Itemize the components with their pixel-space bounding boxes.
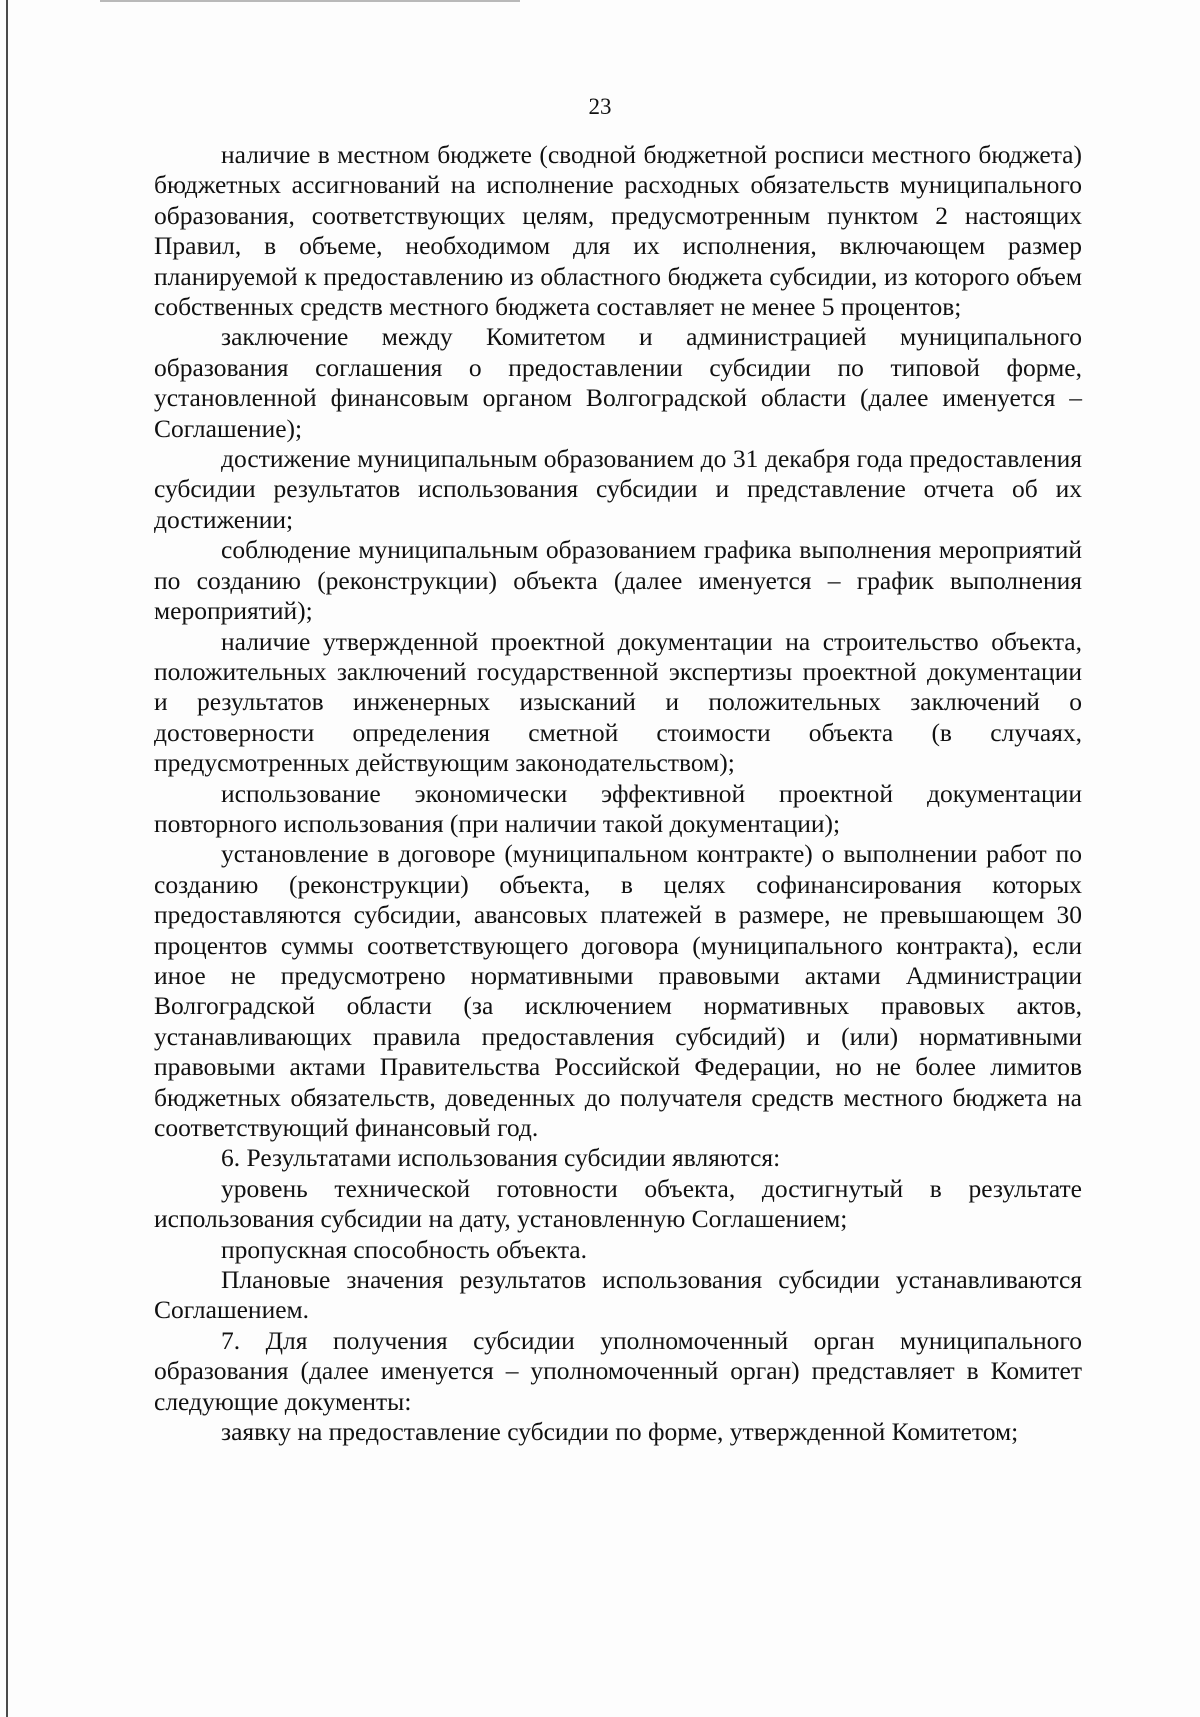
paragraph-section-7: 7. Для получения субсидии уполномоченный орган муниципального образования (далее именуется – уполномоченный орган) представляет в Комитет следующие документы: (154, 1325, 1082, 1416)
paragraph-application: заявку на предоставление субсидии по форме, утвержденной Комитетом; (221, 1417, 1019, 1447)
paragraph-capacity: пропускная способность объекта. (221, 1234, 588, 1264)
page-number: 23 (588, 94, 612, 119)
paragraph-schedule-compliance: соблюдение муниципальным образованием графика выполнения мероприятий по созданию (реконструкции) объекта (далее именуется – график выполнения мероприятий); (154, 535, 1082, 626)
paragraph-results-achievement: достижение муниципальным образованием до 31 декабря года предоставления субсидии результатов использования субсидии и представление отчета об их достижении; (154, 444, 1082, 534)
scan-edge-left (6, 0, 8, 1717)
paragraph-advance-payments: установление в договоре (муниципальном контракте) о выполнении работ по созданию (реконструкции) объекта, в целях софинансирования которых предоставляются субсидии, авансовых платежей в размере, не превышающем 30 процентов суммы соответствующего договора (муниципального контракта), если иное не предусмотрено нормативными правовыми актами Администрации Волгоградской области (за исключением нормативных правовых актов, устанавливающих правила предоставления субсидий) и (или) нормативными правовыми актами Правительства Российской Федерации, но не более лимитов бюджетных обязательств, доведенных до получателя средств местного бюджета на соответствующий финансовый год. (154, 839, 1082, 1142)
paragraph-project-documentation: наличие утвержденной проектной документации на строительство объекта, положительных заключений государственной экспертизы проектной документации и результатов инженерных изысканий и положительных заключений о достоверности определения сметной стоимости объекта (в случаях, предусмотренных действующим законодательством); (154, 626, 1082, 778)
scan-edge-top (100, 0, 520, 2)
document-body (154, 140, 1082, 1447)
paragraph-budget-availability: наличие в местном бюджете (сводной бюджетной росписи местного бюджета) бюджетных ассигнований на исполнение расходных обязательств муниципального образования, соответствующих целям, предусмотренным пунктом 2 настоящих Правил, в объеме, необходимом для их исполнения, включающем размер планируемой к предоставлению из областного бюджета субсидии, из которого объем собственных средств местного бюджета составляет не менее 5 процентов; (154, 140, 1082, 322)
paragraph-planned-values: Плановые значения результатов использования субсидии устанавливаются Соглашением. (154, 1265, 1082, 1325)
paragraph-section-6-heading: 6. Результатами использования субсидии являются: (221, 1143, 781, 1173)
paragraph-agreement: заключение между Комитетом и администрацией муниципального образования соглашения о предоставлении субсидии по типовой форме, установленной финансовым органом Волгоградской области (далее именуется – Соглашение); (154, 322, 1082, 443)
paragraph-reuse-documentation: использование экономически эффективной проектной документации повторного использования (при наличии такой документации); (154, 778, 1082, 838)
paragraph-technical-readiness: уровень технической готовности объекта, достигнутый в результате использования субсидии на дату, установленную Соглашением; (154, 1173, 1082, 1234)
